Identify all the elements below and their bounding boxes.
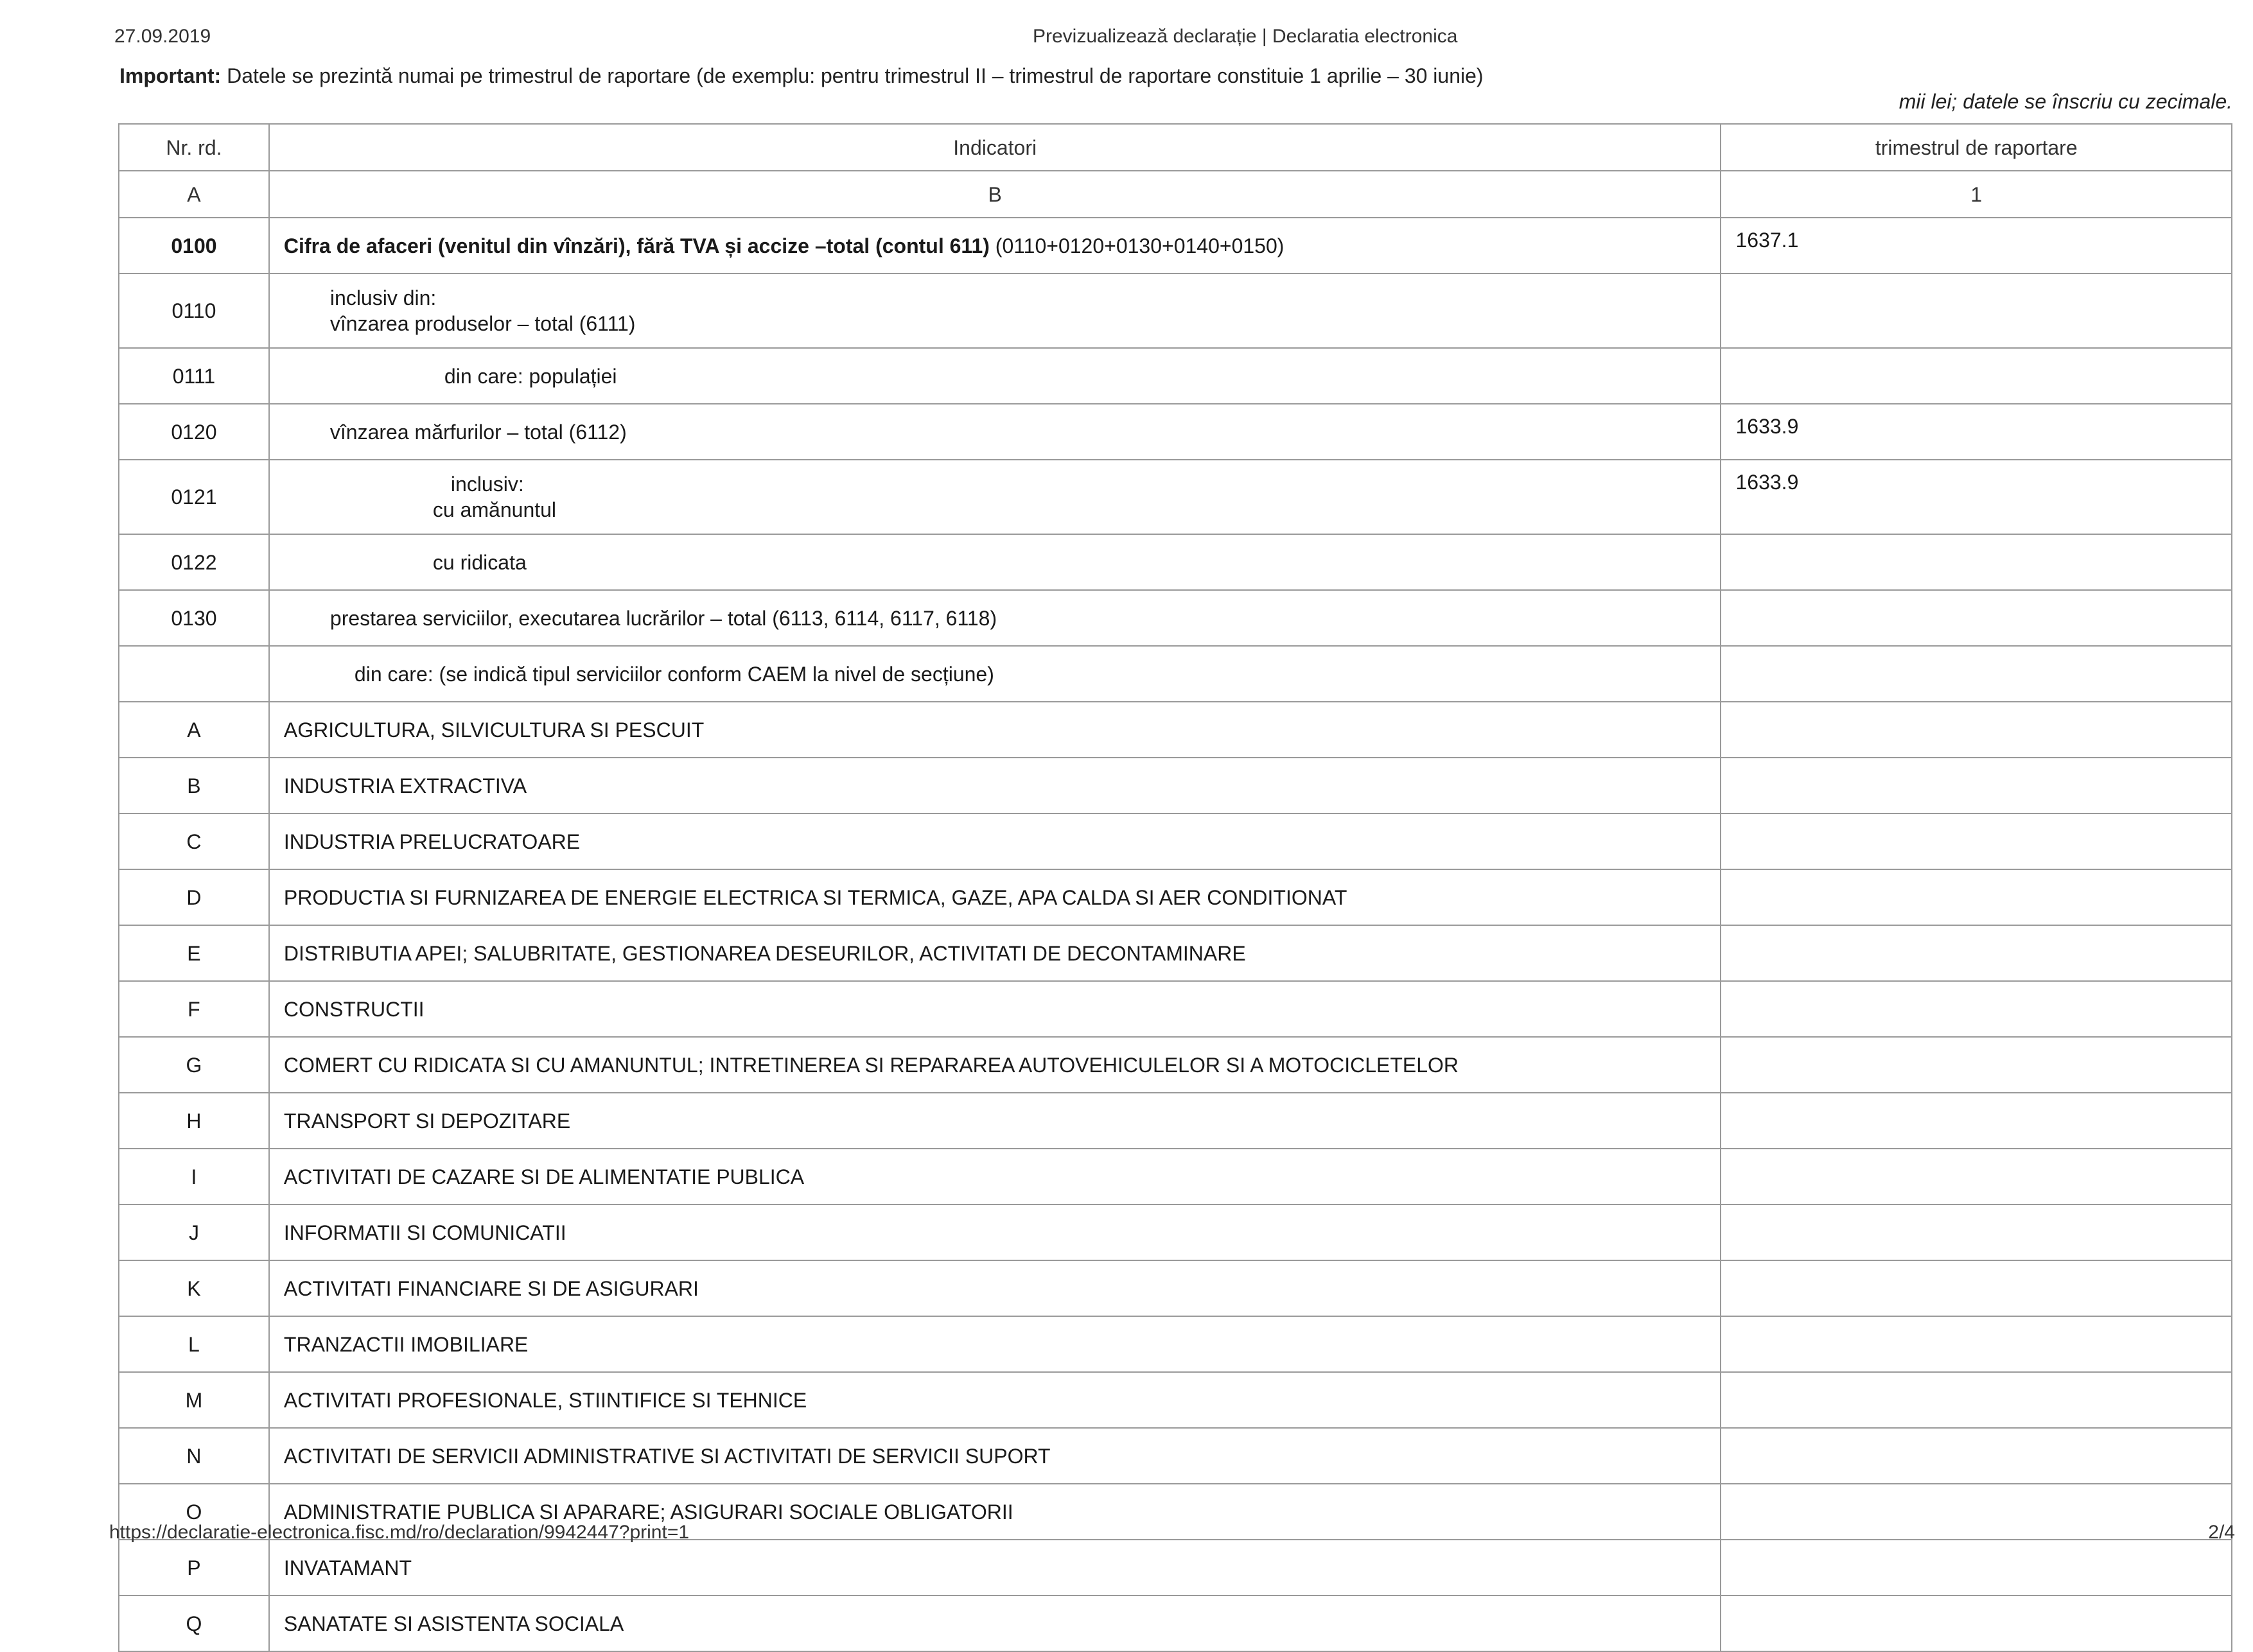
section-value <box>1721 1316 2232 1372</box>
section-code: D <box>119 869 269 925</box>
section-name: ACTIVITATI DE CAZARE SI DE ALIMENTATIE PUBLICA <box>269 1149 1721 1204</box>
section-code: M <box>119 1372 269 1428</box>
section-value <box>1721 1204 2232 1260</box>
row-indicator <box>269 404 1721 460</box>
row-indicator <box>269 348 1721 404</box>
table-row <box>119 1428 2232 1484</box>
row-indicator <box>269 460 1721 534</box>
table-row <box>119 274 2232 348</box>
row-value <box>1721 646 2232 702</box>
declaration-table <box>118 123 2232 1652</box>
row-indicator <box>269 534 1721 590</box>
table-row <box>119 1037 2232 1093</box>
table-row <box>119 1204 2232 1260</box>
table-row <box>119 1260 2232 1316</box>
section-code: O <box>119 1484 269 1540</box>
subheader-nr: A <box>119 171 269 218</box>
table-row <box>119 1093 2232 1149</box>
section-code: P <box>119 1540 269 1595</box>
section-code: H <box>119 1093 269 1149</box>
section-name: ACTIVITATI DE SERVICII ADMINISTRATIVE SI ACTIVITATI DE SERVICII SUPORT <box>269 1428 1721 1484</box>
important-text: Datele se prezintă numai pe trimestrul de raportare (de exemplu: pentru trimestrul II – trimestrul de raportare constituie 1 aprilie – 30 iunie) <box>227 64 1484 87</box>
section-name: TRANSPORT SI DEPOZITARE <box>269 1093 1721 1149</box>
table-row <box>119 1540 2232 1595</box>
section-name: SANATATE SI ASISTENTA SOCIALA <box>269 1595 1721 1651</box>
table-header-row <box>119 124 2232 171</box>
table-row <box>119 1316 2232 1372</box>
row-indicator-line1: inclusiv: <box>450 473 524 496</box>
row-indicator-formula: (0110+0120+0130+0140+0150) <box>989 234 1284 257</box>
row-nr: 0130 <box>119 590 269 646</box>
section-code: C <box>119 813 269 869</box>
section-code: E <box>119 925 269 981</box>
table-row <box>119 925 2232 981</box>
table-row <box>119 404 2232 460</box>
section-name: AGRICULTURA, SILVICULTURA SI PESCUIT <box>269 702 1721 758</box>
section-name: TRANZACTII IMOBILIARE <box>269 1316 1721 1372</box>
section-value <box>1721 1149 2232 1204</box>
table-row <box>119 702 2232 758</box>
section-code: Q <box>119 1595 269 1651</box>
row-nr: 0100 <box>119 218 269 274</box>
row-indicator-text: din care: (se indică tipul serviciilor conform CAEM la nivel de secțiune) <box>354 662 994 686</box>
section-code: K <box>119 1260 269 1316</box>
table-row <box>119 646 2232 702</box>
row-nr: 0122 <box>119 534 269 590</box>
row-indicator-bold: Cifra de afaceri (venitul din vînzări), fără TVA și accize –total (contul 611) <box>283 234 990 257</box>
table-row <box>119 869 2232 925</box>
section-value <box>1721 981 2232 1037</box>
table-row <box>119 534 2232 590</box>
row-indicator <box>269 218 1721 274</box>
row-nr: 0111 <box>119 348 269 404</box>
row-indicator-line2: vînzarea produselor – total (6111) <box>329 312 636 335</box>
section-value <box>1721 1540 2232 1595</box>
table-row <box>119 981 2232 1037</box>
header-period: trimestrul de raportare <box>1721 124 2232 171</box>
row-nr <box>119 646 269 702</box>
table-row <box>119 348 2232 404</box>
row-value <box>1721 348 2232 404</box>
section-name: INDUSTRIA PRELUCRATOARE <box>269 813 1721 869</box>
section-value <box>1721 702 2232 758</box>
page-number: 2/4 <box>2208 1522 2235 1543</box>
section-name: COMERT CU RIDICATA SI CU AMANUNTUL; INTRETINEREA SI REPARAREA AUTOVEHICULELOR SI A MOTOCICLETELOR <box>269 1037 1721 1093</box>
section-code: F <box>119 981 269 1037</box>
row-indicator-line1: inclusiv din: <box>329 286 437 309</box>
row-value <box>1721 590 2232 646</box>
section-value <box>1721 1595 2232 1651</box>
section-value <box>1721 1093 2232 1149</box>
section-name: ACTIVITATI FINANCIARE SI DE ASIGURARI <box>269 1260 1721 1316</box>
section-code: B <box>119 758 269 813</box>
row-indicator-text: prestarea serviciilor, executarea lucrărilor – total (6113, 6114, 6117, 6118) <box>329 606 997 630</box>
section-value <box>1721 1484 2232 1540</box>
row-indicator <box>269 274 1721 348</box>
section-value <box>1721 1037 2232 1093</box>
table-row <box>119 758 2232 813</box>
section-name: INFORMATII SI COMUNICATII <box>269 1204 1721 1260</box>
subheader-period: 1 <box>1721 171 2232 218</box>
section-value <box>1721 869 2232 925</box>
important-note <box>119 64 2149 88</box>
header-indicators: Indicatori <box>269 124 1721 171</box>
declaration-table-wrap <box>118 123 2232 1652</box>
row-indicator <box>269 590 1721 646</box>
section-value <box>1721 1260 2232 1316</box>
section-name: ACTIVITATI PROFESIONALE, STIINTIFICE SI TEHNICE <box>269 1372 1721 1428</box>
units-note: mii lei; datele se înscriu cu zecimale. <box>1898 90 2232 113</box>
print-header <box>114 26 2150 58</box>
table-row <box>119 1149 2232 1204</box>
section-value <box>1721 1372 2232 1428</box>
print-url: https://declaratie-electronica.fisc.md/ro/declaration/9942447?print=1 <box>109 1522 690 1543</box>
row-nr: 0120 <box>119 404 269 460</box>
section-value <box>1721 1428 2232 1484</box>
print-date: 27.09.2019 <box>114 26 211 47</box>
table-row <box>119 460 2232 534</box>
row-indicator-text: vînzarea mărfurilor – total (6112) <box>329 420 627 444</box>
section-value <box>1721 925 2232 981</box>
section-value <box>1721 758 2232 813</box>
section-code: I <box>119 1149 269 1204</box>
row-indicator-text: cu ridicata <box>432 550 527 574</box>
row-indicator <box>269 646 1721 702</box>
section-code: A <box>119 702 269 758</box>
section-name: CONSTRUCTII <box>269 981 1721 1037</box>
table-row <box>119 1595 2232 1651</box>
section-code: L <box>119 1316 269 1372</box>
table-row <box>119 590 2232 646</box>
row-indicator-text: din care: populației <box>444 364 617 388</box>
row-value <box>1721 534 2232 590</box>
row-value: 1633.9 <box>1721 460 2232 534</box>
table-row <box>119 813 2232 869</box>
table-row <box>119 1372 2232 1428</box>
print-title: Previzualizează declarație | Declaratia electronica <box>1033 26 1458 47</box>
table-subheader-row <box>119 171 2232 218</box>
section-value <box>1721 813 2232 869</box>
section-name: DISTRIBUTIA APEI; SALUBRITATE, GESTIONAREA DESEURILOR, ACTIVITATI DE DECONTAMINARE <box>269 925 1721 981</box>
section-name: INDUSTRIA EXTRACTIVA <box>269 758 1721 813</box>
section-name: INVATAMANT <box>269 1540 1721 1595</box>
row-indicator-line2: cu amănuntul <box>432 498 557 521</box>
section-code: J <box>119 1204 269 1260</box>
header-nr: Nr. rd. <box>119 124 269 171</box>
row-nr: 0121 <box>119 460 269 534</box>
table-row <box>119 218 2232 274</box>
row-nr: 0110 <box>119 274 269 348</box>
section-name: ADMINISTRATIE PUBLICA SI APARARE; ASIGURARI SOCIALE OBLIGATORII <box>269 1484 1721 1540</box>
subheader-indicators: B <box>269 171 1721 218</box>
section-name: PRODUCTIA SI FURNIZAREA DE ENERGIE ELECTRICA SI TERMICA, GAZE, APA CALDA SI AER CONDITIONAT <box>269 869 1721 925</box>
row-value <box>1721 274 2232 348</box>
row-value: 1633.9 <box>1721 404 2232 460</box>
section-code: N <box>119 1428 269 1484</box>
important-label: Important: <box>119 64 222 87</box>
row-value: 1637.1 <box>1721 218 2232 274</box>
section-code: G <box>119 1037 269 1093</box>
